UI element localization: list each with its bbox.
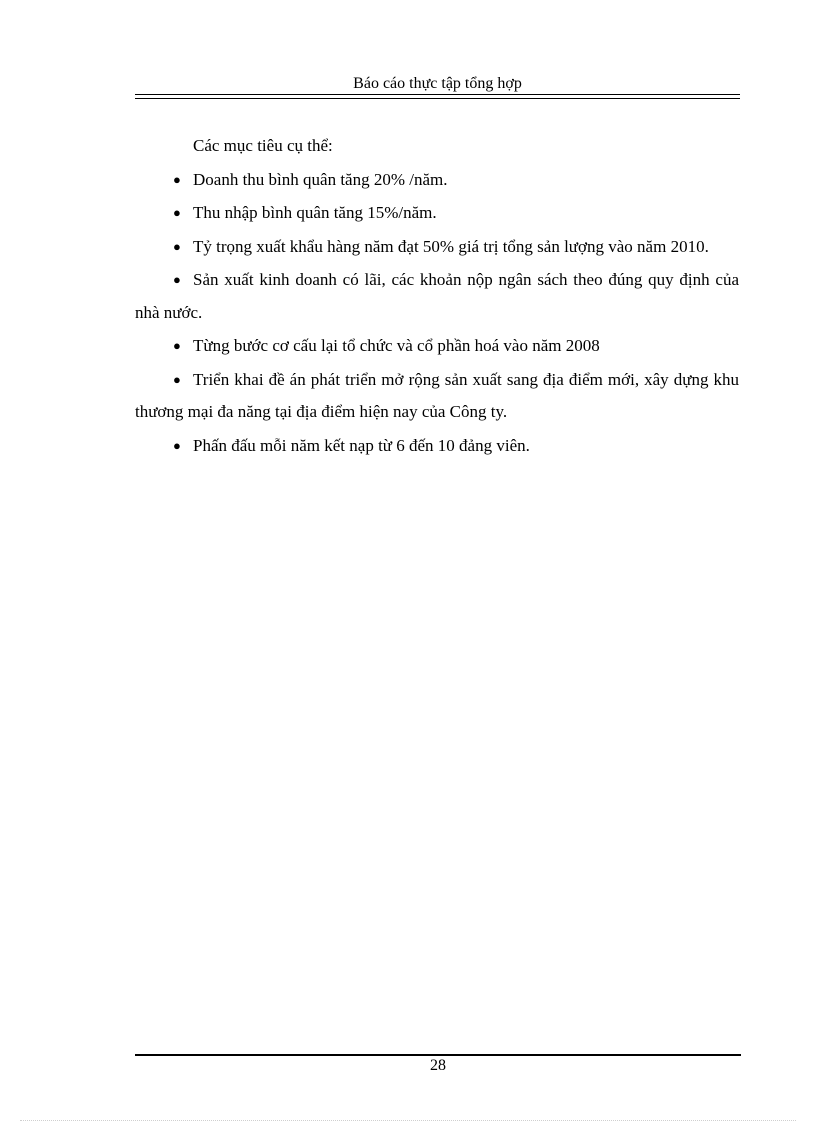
header-rule-bottom xyxy=(135,98,740,99)
bullet-icon: ● xyxy=(173,338,181,353)
page-header-title: Báo cáo thực tập tổng hợp xyxy=(353,75,522,92)
bullet-icon: ● xyxy=(173,238,181,254)
bullet-item xyxy=(135,330,739,363)
bullet-icon: ● xyxy=(173,437,181,453)
bullet-item-text: Triển khai đề án phát triển mở rộng sản xuất sang địa điểm mới, xây dựng khu thương mại đa năng tại địa điểm hiện nay của Công ty. xyxy=(135,369,739,421)
bullet-item xyxy=(135,197,739,230)
bullet-item xyxy=(135,430,739,463)
bullet-icon: ● xyxy=(173,371,181,387)
bullet-item-text: Doanh thu bình quân tăng 20% /năm. xyxy=(193,169,448,189)
bullet-item-text: Thu nhập bình quân tăng 15%/năm. xyxy=(193,203,437,222)
bullet-item xyxy=(135,264,739,329)
bullet-item-text: Tỷ trọng xuất khẩu hàng năm đạt 50% giá trị tổng sản lượng vào năm 2010. xyxy=(193,236,709,256)
page-body xyxy=(135,130,739,463)
bullet-icon: ● xyxy=(173,272,181,287)
bullet-item xyxy=(135,231,739,264)
page-bottom-divider xyxy=(20,1120,796,1121)
page-number: 28 xyxy=(430,1057,446,1074)
bullet-item-text: Phấn đấu mỗi năm kết nạp từ 6 đến 10 đảng viên. xyxy=(193,435,530,455)
header-rule-top xyxy=(135,94,740,95)
bullet-item-text: Sản xuất kinh doanh có lãi, các khoản nộp ngân sách theo đúng quy định của nhà nước. xyxy=(135,270,739,322)
bullet-icon: ● xyxy=(173,205,181,220)
intro-text: Các mục tiêu cụ thể: xyxy=(193,136,333,155)
bullet-icon: ● xyxy=(173,171,181,187)
bullet-item xyxy=(135,364,739,429)
bullet-item-text: Từng bước cơ cấu lại tổ chức và cổ phần hoá vào năm 2008 xyxy=(193,336,600,355)
bullet-item xyxy=(135,164,739,197)
